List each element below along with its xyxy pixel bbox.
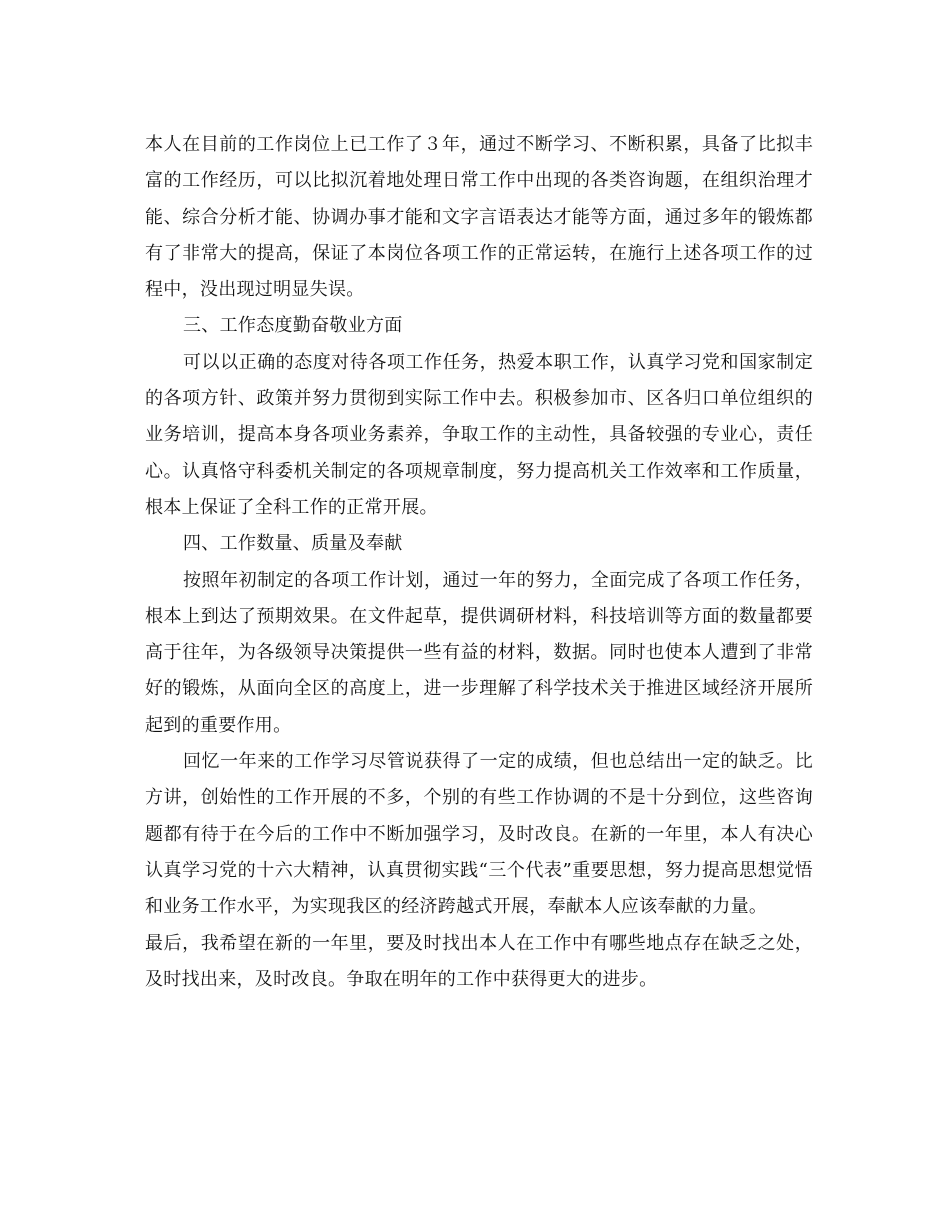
paragraph-quantity-quality: 按照年初制定的各项工作计划，通过一年的努力，全面完成了各项工作任务，根本上到达了预期效果。在文件起草，提供调研材料，科技培训等方面的数量都要高于往年，为各级领导决策提供一些有益的材料，数据。同时也使本人遭到了非常好的锻炼，从面向全区的高度上，进一步理解了科学技术关于推进区域经济开展所起到的重要作用。 [145, 569, 813, 736]
paragraph-conclusion: 最后，我希望在新的一年里，要及时找出本人在工作中有哪些地点存在缺乏之处，及时找出来，及时改良。争取在明年的工作中获得更大的进步。 [145, 932, 813, 990]
paragraph-review: 回忆一年来的工作学习尽管说获得了一定的成绩，但也总结出一定的缺乏。比方讲，创始性的工作开展的不多，个别的有些工作协调的不是十分到位，这些咨询题都有待于在今后的工作中不断加强学习，及时改良。在新的一年里，本人有决心认真学习党的十六大精神，认真贯彻实践“三个代表”重要思想，努力提高思想觉悟和业务工作水平，为实现我区的经济跨越式开展，奉献本人应该奉献的力量。 [145, 751, 813, 918]
document-body [145, 127, 813, 998]
paragraph-experience: 本人在目前的工作岗位上已工作了３年，通过不断学习、不断积累，具备了比拟丰富的工作经历，可以比拟沉着地处理日常工作中出现的各类咨询题，在组织治理才能、综合分析才能、协调办事才能和文字言语表达才能等方面，通过多年的锻炼都有了非常大的提高，保证了本岗位各项工作的正常运转，在施行上述各项工作的过程中，没出现过明显失误。 [145, 134, 813, 301]
paragraph-attitude: 可以以正确的态度对待各项工作任务，热爱本职工作，认真学习党和国家制定的各项方针、政策并努力贯彻到实际工作中去。积极参加市、区各归口单位组织的业务培训，提高本身各项业务素养，争取工作的主动性，具备较强的专业心，责任心。认真恪守科委机关制定的各项规章制度，努力提高机关工作效率和工作质量，根本上保证了全科工作的正常开展。 [145, 351, 813, 518]
section-heading-attitude: 三、工作态度勤奋敬业方面 [183, 315, 403, 337]
section-heading-quantity-quality: 四、工作数量、质量及奉献 [183, 533, 403, 555]
